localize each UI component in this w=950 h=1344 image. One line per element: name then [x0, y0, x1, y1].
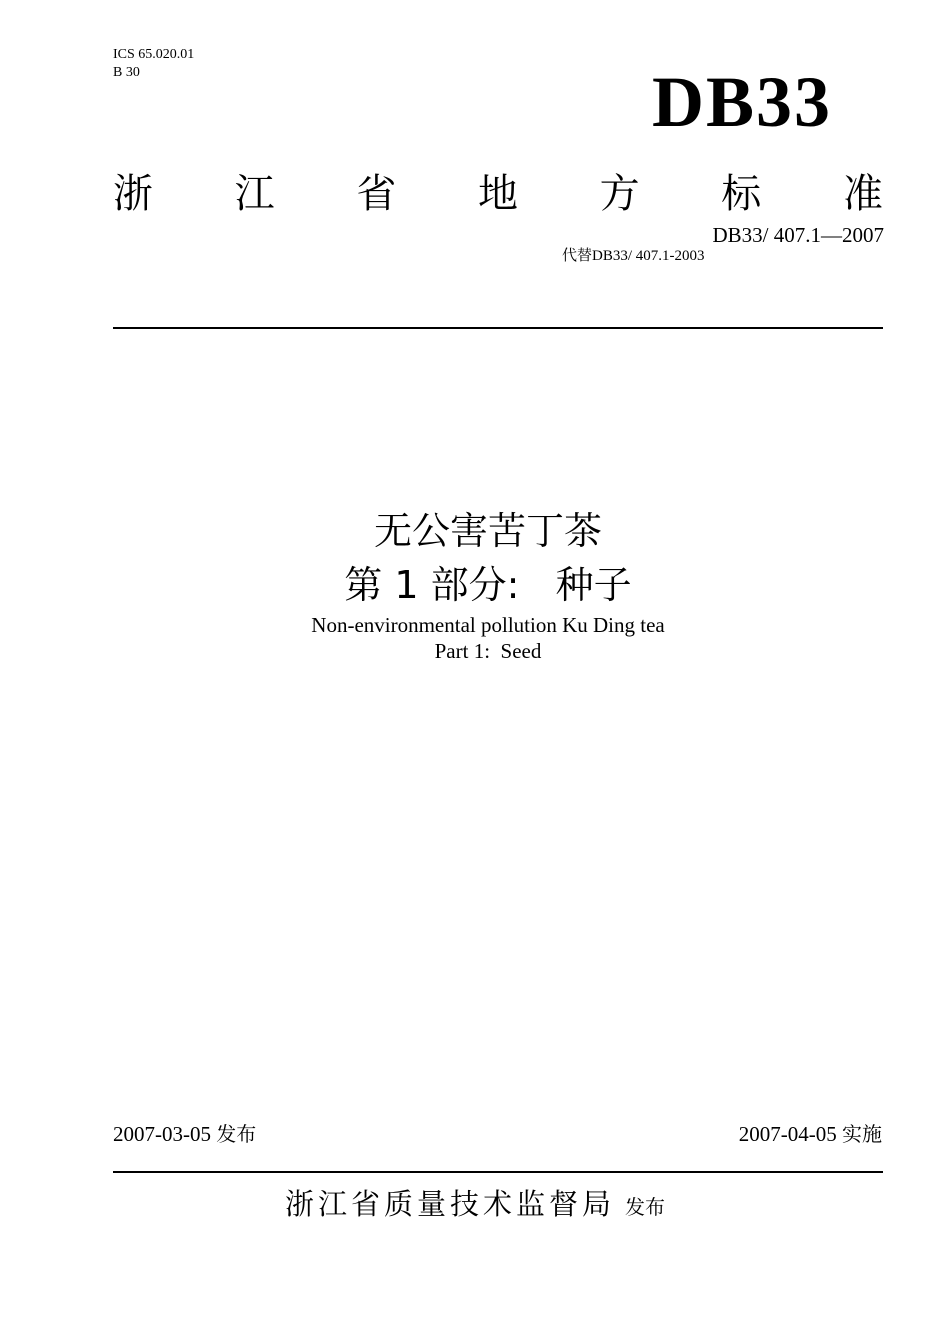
standard-number: DB33/ 407.1—2007	[712, 223, 884, 247]
standard-type-char: 省	[356, 171, 397, 217]
top-divider	[113, 327, 883, 329]
title-zh-line1: 无公害苦丁茶	[373, 509, 602, 553]
issuer-name: 浙江省质量技术监督局	[284, 1187, 615, 1221]
db33-logo: DB33	[651, 62, 832, 142]
title-zh-line2: 第 1 部分: 种子	[344, 563, 632, 607]
standard-type-char: 江	[234, 171, 275, 217]
standard-type-char: 标	[721, 171, 762, 217]
classification-codes	[113, 46, 194, 82]
publish-date-row	[113, 1120, 256, 1148]
title-en-line2: Part 1: Seed	[434, 639, 542, 663]
ics-code: ICS 65.020.01	[113, 47, 195, 62]
publish-date: 2007-03-05	[113, 1122, 211, 1146]
implement-label: 实施	[842, 1122, 882, 1146]
standard-type-char: 浙	[113, 171, 153, 217]
standard-type-char: 准	[842, 171, 883, 217]
standard-type-title	[113, 168, 883, 220]
implement-date-row	[739, 1120, 882, 1148]
title-en-line1: Non-environmental pollution Ku Ding tea	[311, 613, 665, 637]
replaces-standard: 代替DB33/ 407.1-2003	[562, 248, 705, 264]
bottom-divider	[113, 1171, 883, 1173]
issuer	[0, 1182, 950, 1226]
document-title	[0, 504, 950, 664]
standard-type-char: 地	[477, 171, 518, 217]
ccs-code: B 30	[113, 65, 140, 80]
issuer-label: 发布	[625, 1195, 665, 1219]
publish-label: 发布	[216, 1122, 257, 1146]
standard-type-char: 方	[599, 171, 640, 217]
implement-date: 2007-04-05	[738, 1122, 837, 1146]
